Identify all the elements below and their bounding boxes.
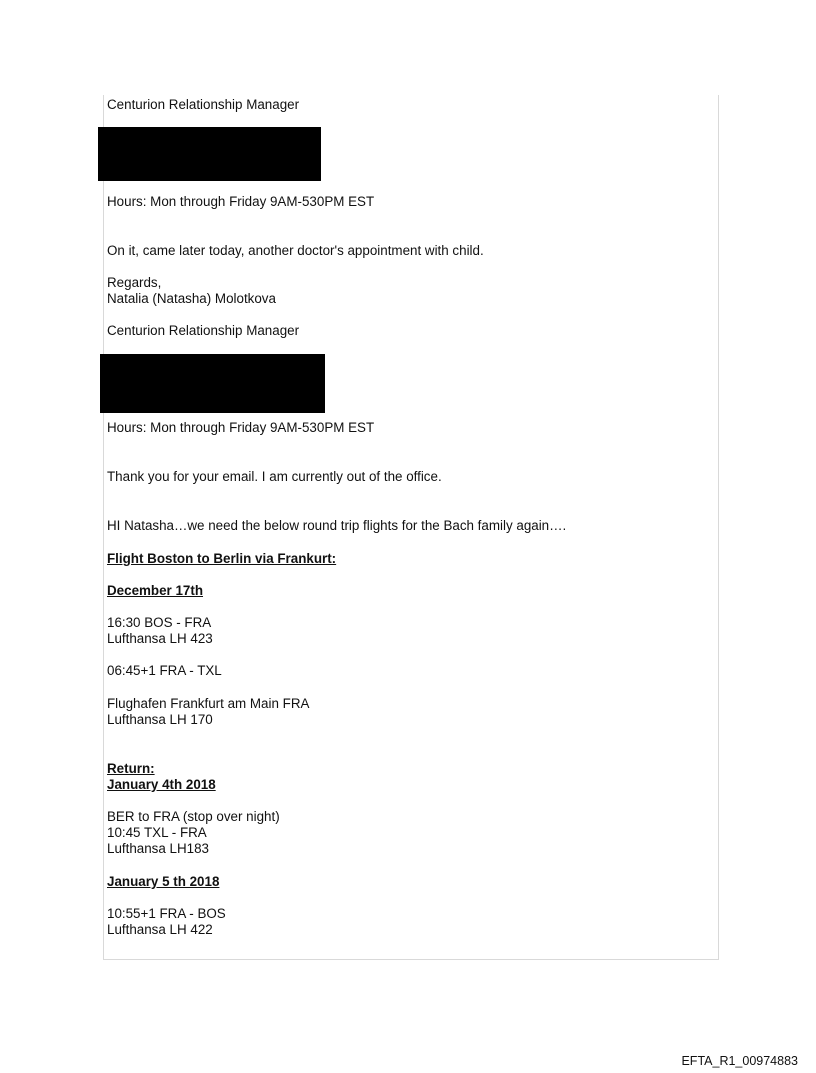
document-id: EFTA_R1_00974883	[681, 1054, 798, 1068]
flight-time: 06:45+1 FRA - TXL	[107, 663, 222, 678]
regards-text: Regards,	[107, 275, 162, 290]
redaction-block	[100, 354, 325, 413]
flight-number: Lufthansa LH 423	[107, 631, 213, 646]
flight-time: 10:45 TXL - FRA	[107, 825, 207, 840]
flight-number: Lufthansa LH 170	[107, 712, 213, 727]
reply-body: On it, came later today, another doctor's appointment with child.	[107, 243, 484, 258]
request-text: HI Natasha…we need the below round trip flights for the Bach family again….	[107, 518, 567, 533]
signature-title: Centurion Relationship Manager	[107, 323, 300, 338]
flight-number: Lufthansa LH183	[107, 841, 209, 856]
signature-title: Centurion Relationship Manager	[107, 97, 300, 112]
return-date: January 5 th 2018	[107, 874, 220, 889]
flight-number: Lufthansa LH 422	[107, 922, 213, 937]
outbound-date: December 17th	[107, 583, 204, 598]
redaction-block	[98, 127, 321, 181]
flight-time: 16:30 BOS - FRA	[107, 615, 212, 630]
auto-reply-text: Thank you for your email. I am currently out of the office.	[107, 469, 442, 484]
signature-hours: Hours: Mon through Friday 9AM-530PM EST	[107, 194, 375, 209]
flight-heading: Flight Boston to Berlin via Frankurt:	[107, 551, 337, 566]
signature-hours: Hours: Mon through Friday 9AM-530PM EST	[107, 420, 375, 435]
return-heading: Return:	[107, 761, 155, 776]
stopover-note: BER to FRA (stop over night)	[107, 809, 280, 824]
sender-name: Natalia (Natasha) Molotkova	[107, 291, 276, 306]
return-date: January 4th 2018	[107, 777, 216, 792]
airport-name: Flughafen Frankfurt am Main FRA	[107, 696, 310, 711]
flight-time: 10:55+1 FRA - BOS	[107, 906, 226, 921]
